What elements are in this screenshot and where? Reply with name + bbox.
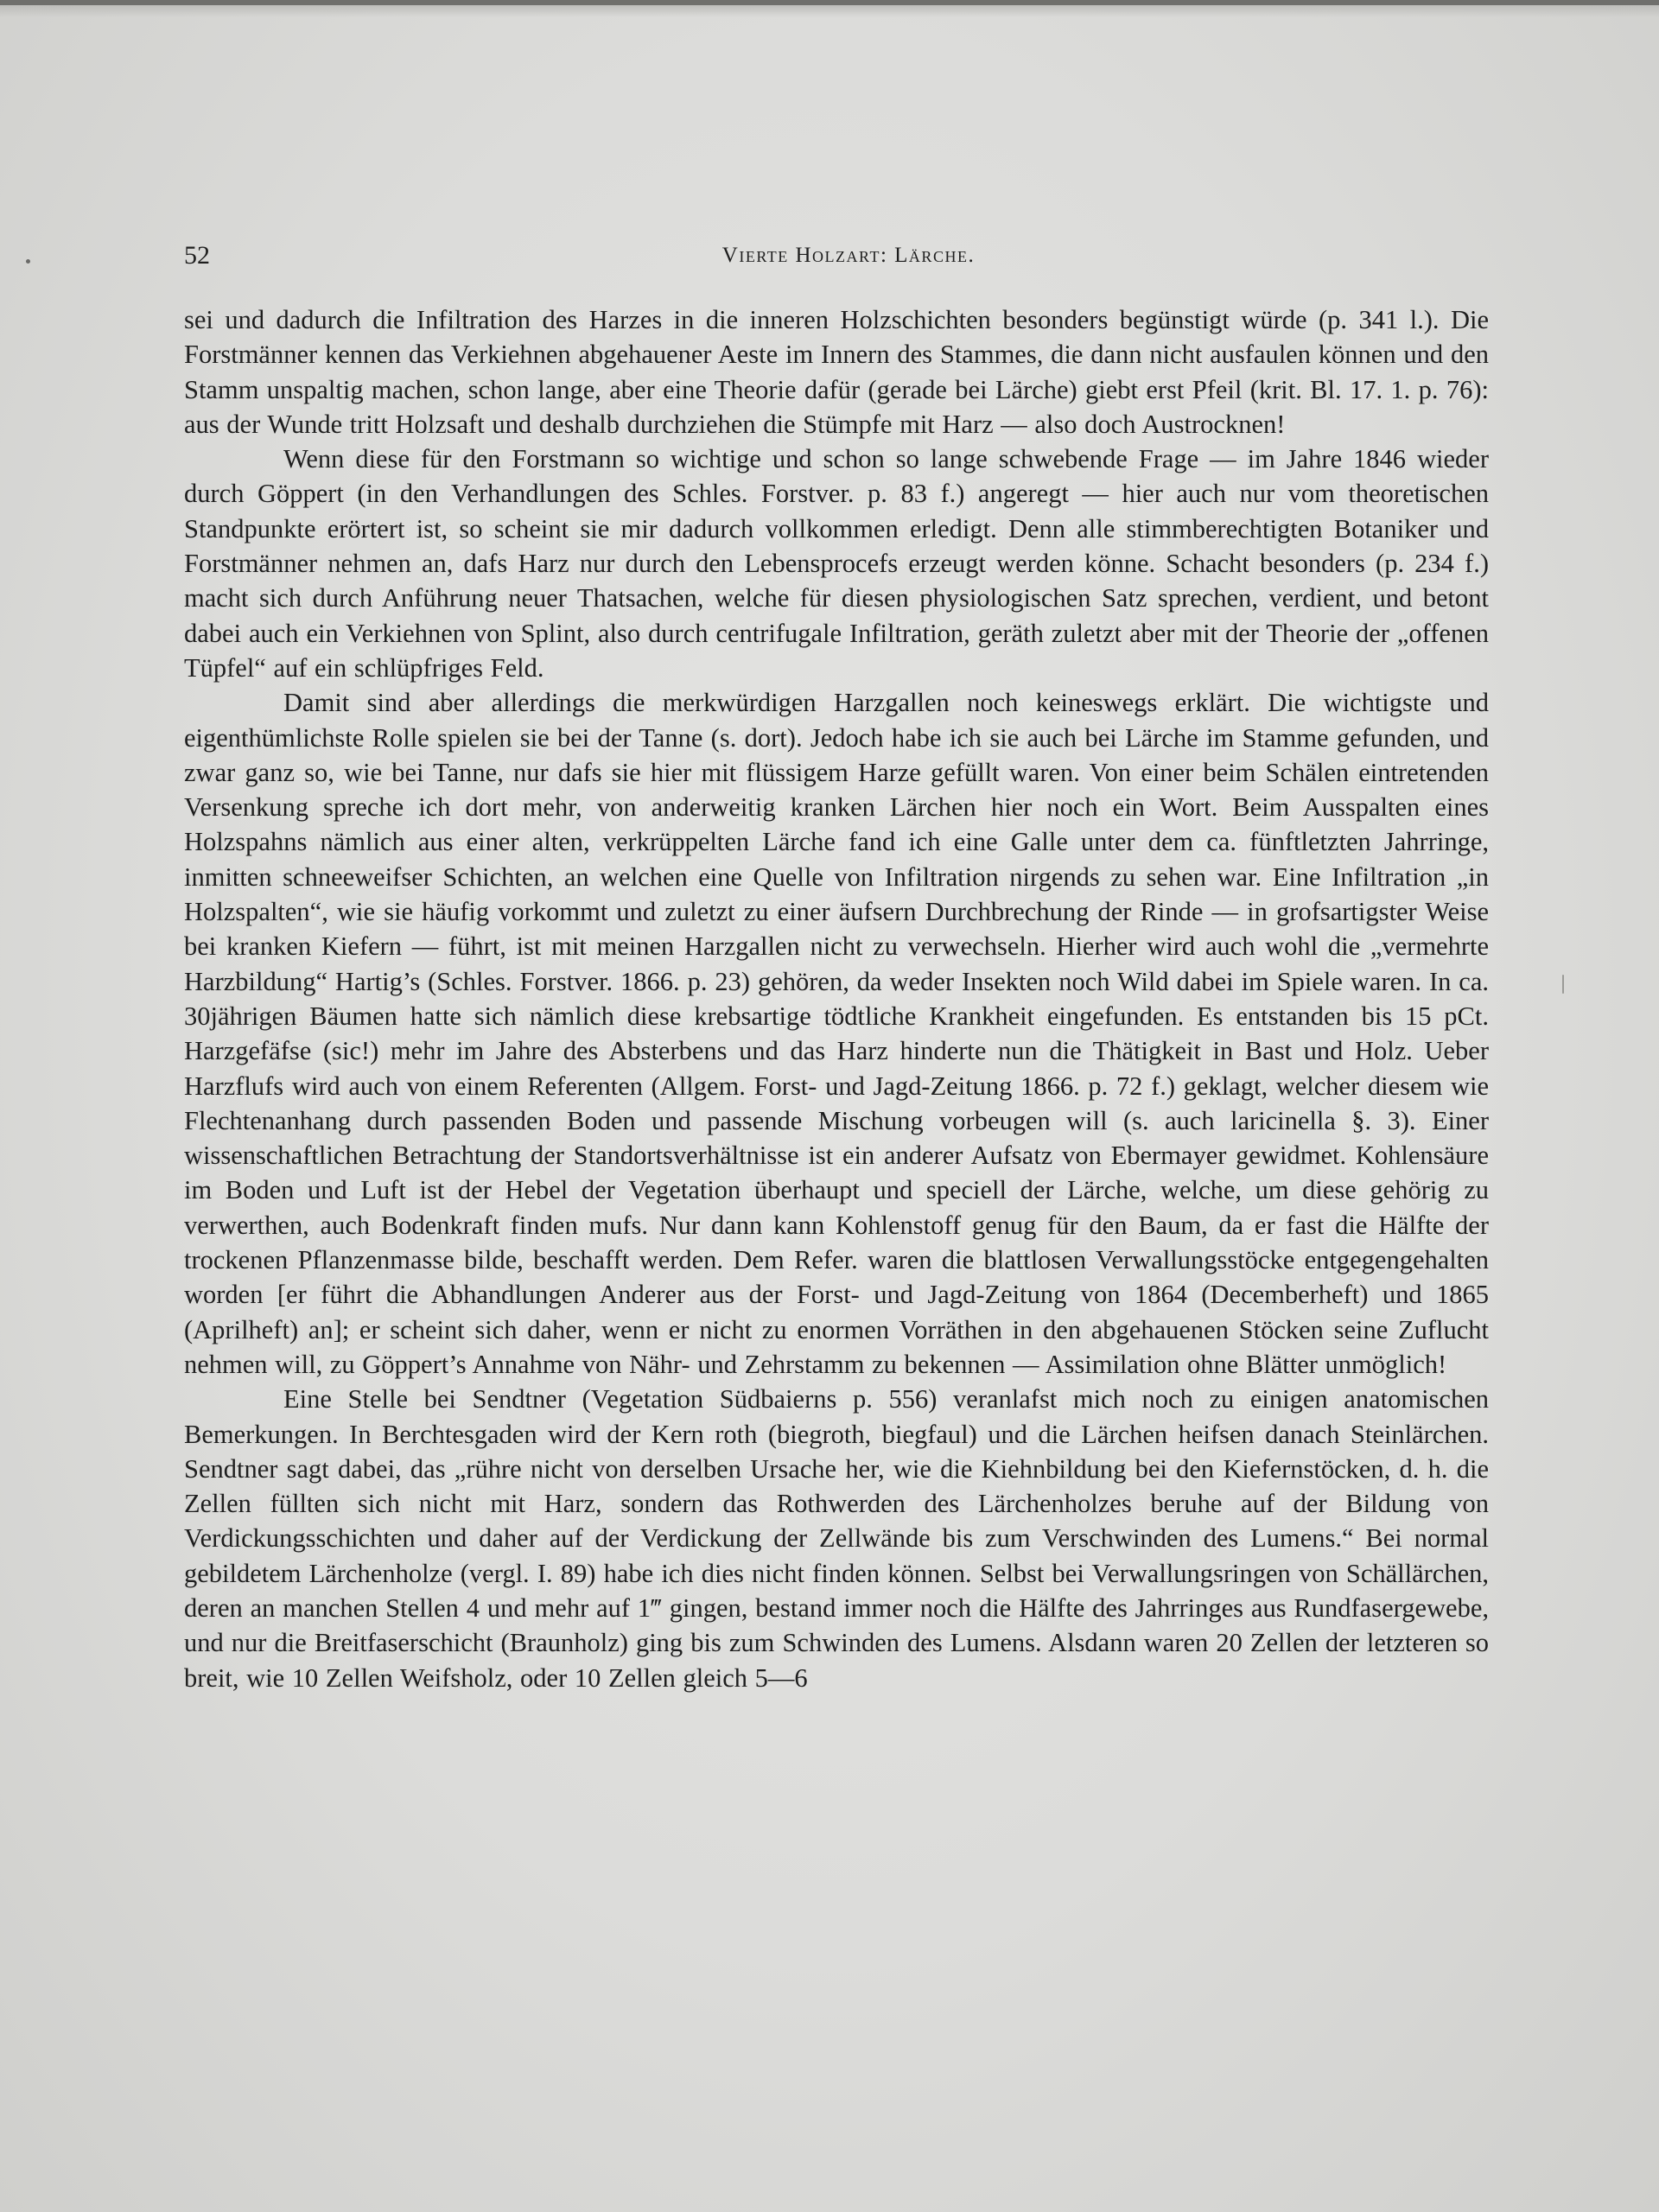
page-header (184, 238, 1489, 273)
paragraph-4: Eine Stelle bei Sendtner (Vegetation Südbaierns p. 556) veranlafst mich noch zu einigen anatomischen Bemerkungen. In Berchtesgaden wird der Kern roth (biegroth, biegfaul) und die Lärchen heifsen danach Steinlärchen. Sendtner sagt dabei, das „rühre nicht von derselben Ursache her, wie die Kiehnbildung bei den Kiefernstöcken, d. h. die Zellen füllten sich nicht mit Harz, sondern das Rothwerden des Lärchenholzes beruhe auf der Bildung von Verdickungsschichten und daher auf der Verdickung der Zellwände bis zum Verschwinden des Lumens.“ Bei normal gebildetem Lärchenholze (vergl. I. 89) habe ich dies nicht finden können. Selbst bei Verwallungsringen von Schällärchen, deren an manchen Stellen 4 und mehr auf 1‴ gingen, bestand immer noch die Hälfte des Jahrringes aus Rundfasergewebe, und nur die Breitfaserschicht (Braunholz) ging bis zum Schwinden des Lumens. Alsdann waren 20 Zellen der letzteren so breit, wie 10 Zellen Weifsholz, oder 10 Zellen gleich 5—6 (184, 1384, 1489, 1693)
page-number: 52 (184, 241, 210, 270)
body-text (184, 302, 1489, 1695)
margin-mark (1562, 975, 1564, 994)
paragraph-2: Wenn diese für den Forstmann so wichtige und schon so lange schwebende Frage — im Jahre 1846 wieder durch Göppert (in den Verhandlungen des Schles. Forstver. p. 83 f.) angeregt — hier auch nur vom theoretischen Standpunkte erörtert ist, so scheint sie mir dadurch vollkommen erledigt. Denn alle stimmberechtigten Botaniker und Forstmänner nehmen an, dafs Harz nur durch den Lebensprocefs erzeugt werden könne. Schacht besonders (p. 234 f.) macht sich durch Anführung neuer Thatsachen, welche für diesen physiologischen Satz sprechen, verdient, und betont dabei auch ein Verkiehnen von Splint, also durch centrifugale Infiltration, geräth zuletzt aber mit der Theorie der „offenen Tüpfel“ auf ein schlüpfriges Feld. (184, 444, 1489, 683)
paragraph-3: Damit sind aber allerdings die merkwürdigen Harzgallen noch keineswegs erklärt. Die wichtigste und eigenthümlichste Rolle spielen sie bei der Tanne (s. dort). Jedoch habe ich sie auch bei Lärche im Stamme gefunden, und zwar ganz so, wie bei Tanne, nur dafs sie hier mit flüssigem Harze gefüllt waren. Von einer beim Schälen eintretenden Versenkung spreche ich dort mehr, von anderweitig kranken Lärchen hier noch ein Wort. Beim Ausspalten eines Holzspahns nämlich aus einer alten, verkrüppelten Lärche fand ich eine Galle unter dem ca. fünftletzten Jahrringe, inmitten schneeweifser Schichten, an welchen eine Quelle von Infiltration nirgends zu sehen war. Eine Infiltration „in Holzspalten“, wie sie häufig vorkommt und zuletzt zu einer äufsern Durchbrechung der Rinde — in grofsartigster Weise bei kranken Kiefern — führt, ist mit meinen Harzgallen nicht zu verwechseln. Hierher wird auch wohl die „vermehrte Harzbildung“ Hartig’s (Schles. Forstver. 1866. p. 23) gehören, da weder Insekten noch Wild dabei im Spiele waren. In ca. 30jährigen Bäumen hatte sich nämlich diese krebsartige tödtliche Krankheit eingefunden. Es entstanden bis 15 pCt. Harzgefäfse (sic!) mehr im Jahre des Absterbens und das Harz hinderte nun die Thätigkeit in Bast und Holz. Ueber Harzflufs wird auch von einem Referenten (Allgem. Forst- und Jagd-Zeitung 1866. p. 72 f.) geklagt, welcher diesem wie Flechtenanhang durch passenden Boden und passende Mischung vorbeugen will (s. auch laricinella §. 3). Einer wissenschaftlichen Betrachtung der Standortsverhältnisse ist ein anderer Aufsatz von Ebermayer gewidmet. Kohlensäure im Boden und Luft ist der Hebel der Vegetation überhaupt und speciell der Lärche, welche, um diese gehörig zu verwerthen, auch Bodenkraft finden mufs. Nur dann kann Kohlenstoff genug für den Baum, da er fast die Hälfte der trockenen Pflanzenmasse bilde, beschafft werden. Dem Refer. waren die blattlosen Verwallungsstöcke entgegengehalten worden [er führt die Abhandlungen Anderer aus der Forst- und Jagd-Zeitung von 1864 (Decemberheft) und 1865 (Aprilheft) an]; er scheint sich daher, wenn er nicht zu enormen Vorräthen in den abgehauenen Stöcken seine Zuflucht nehmen will, zu Göppert’s Annahme von Nähr- und Zehrstamm zu bekennen — Assimilation ohne Blätter unmöglich! (184, 688, 1489, 1379)
running-title: Vierte Holzart: Lärche. (721, 244, 976, 267)
speck-mark (26, 259, 30, 264)
page-top-shadow (0, 5, 1659, 17)
paragraph-1: sei und dadurch die Infiltration des Harzes in die inneren Holzschichten besonders begünstigt würde (p. 341 l.). Die Forstmänner kennen das Verkiehnen abgehauener Aeste im Innern des Stammes, die dann nicht ausfaulen können und den Stamm unspaltig machen, schon lange, aber eine Theorie dafür (gerade bei Lärche) giebt erst Pfeil (krit. Bl. 17. 1. p. 76): aus der Wunde tritt Holzsaft und deshalb durchziehen die Stümpfe mit Harz — also doch Austrocknen! (184, 305, 1489, 439)
